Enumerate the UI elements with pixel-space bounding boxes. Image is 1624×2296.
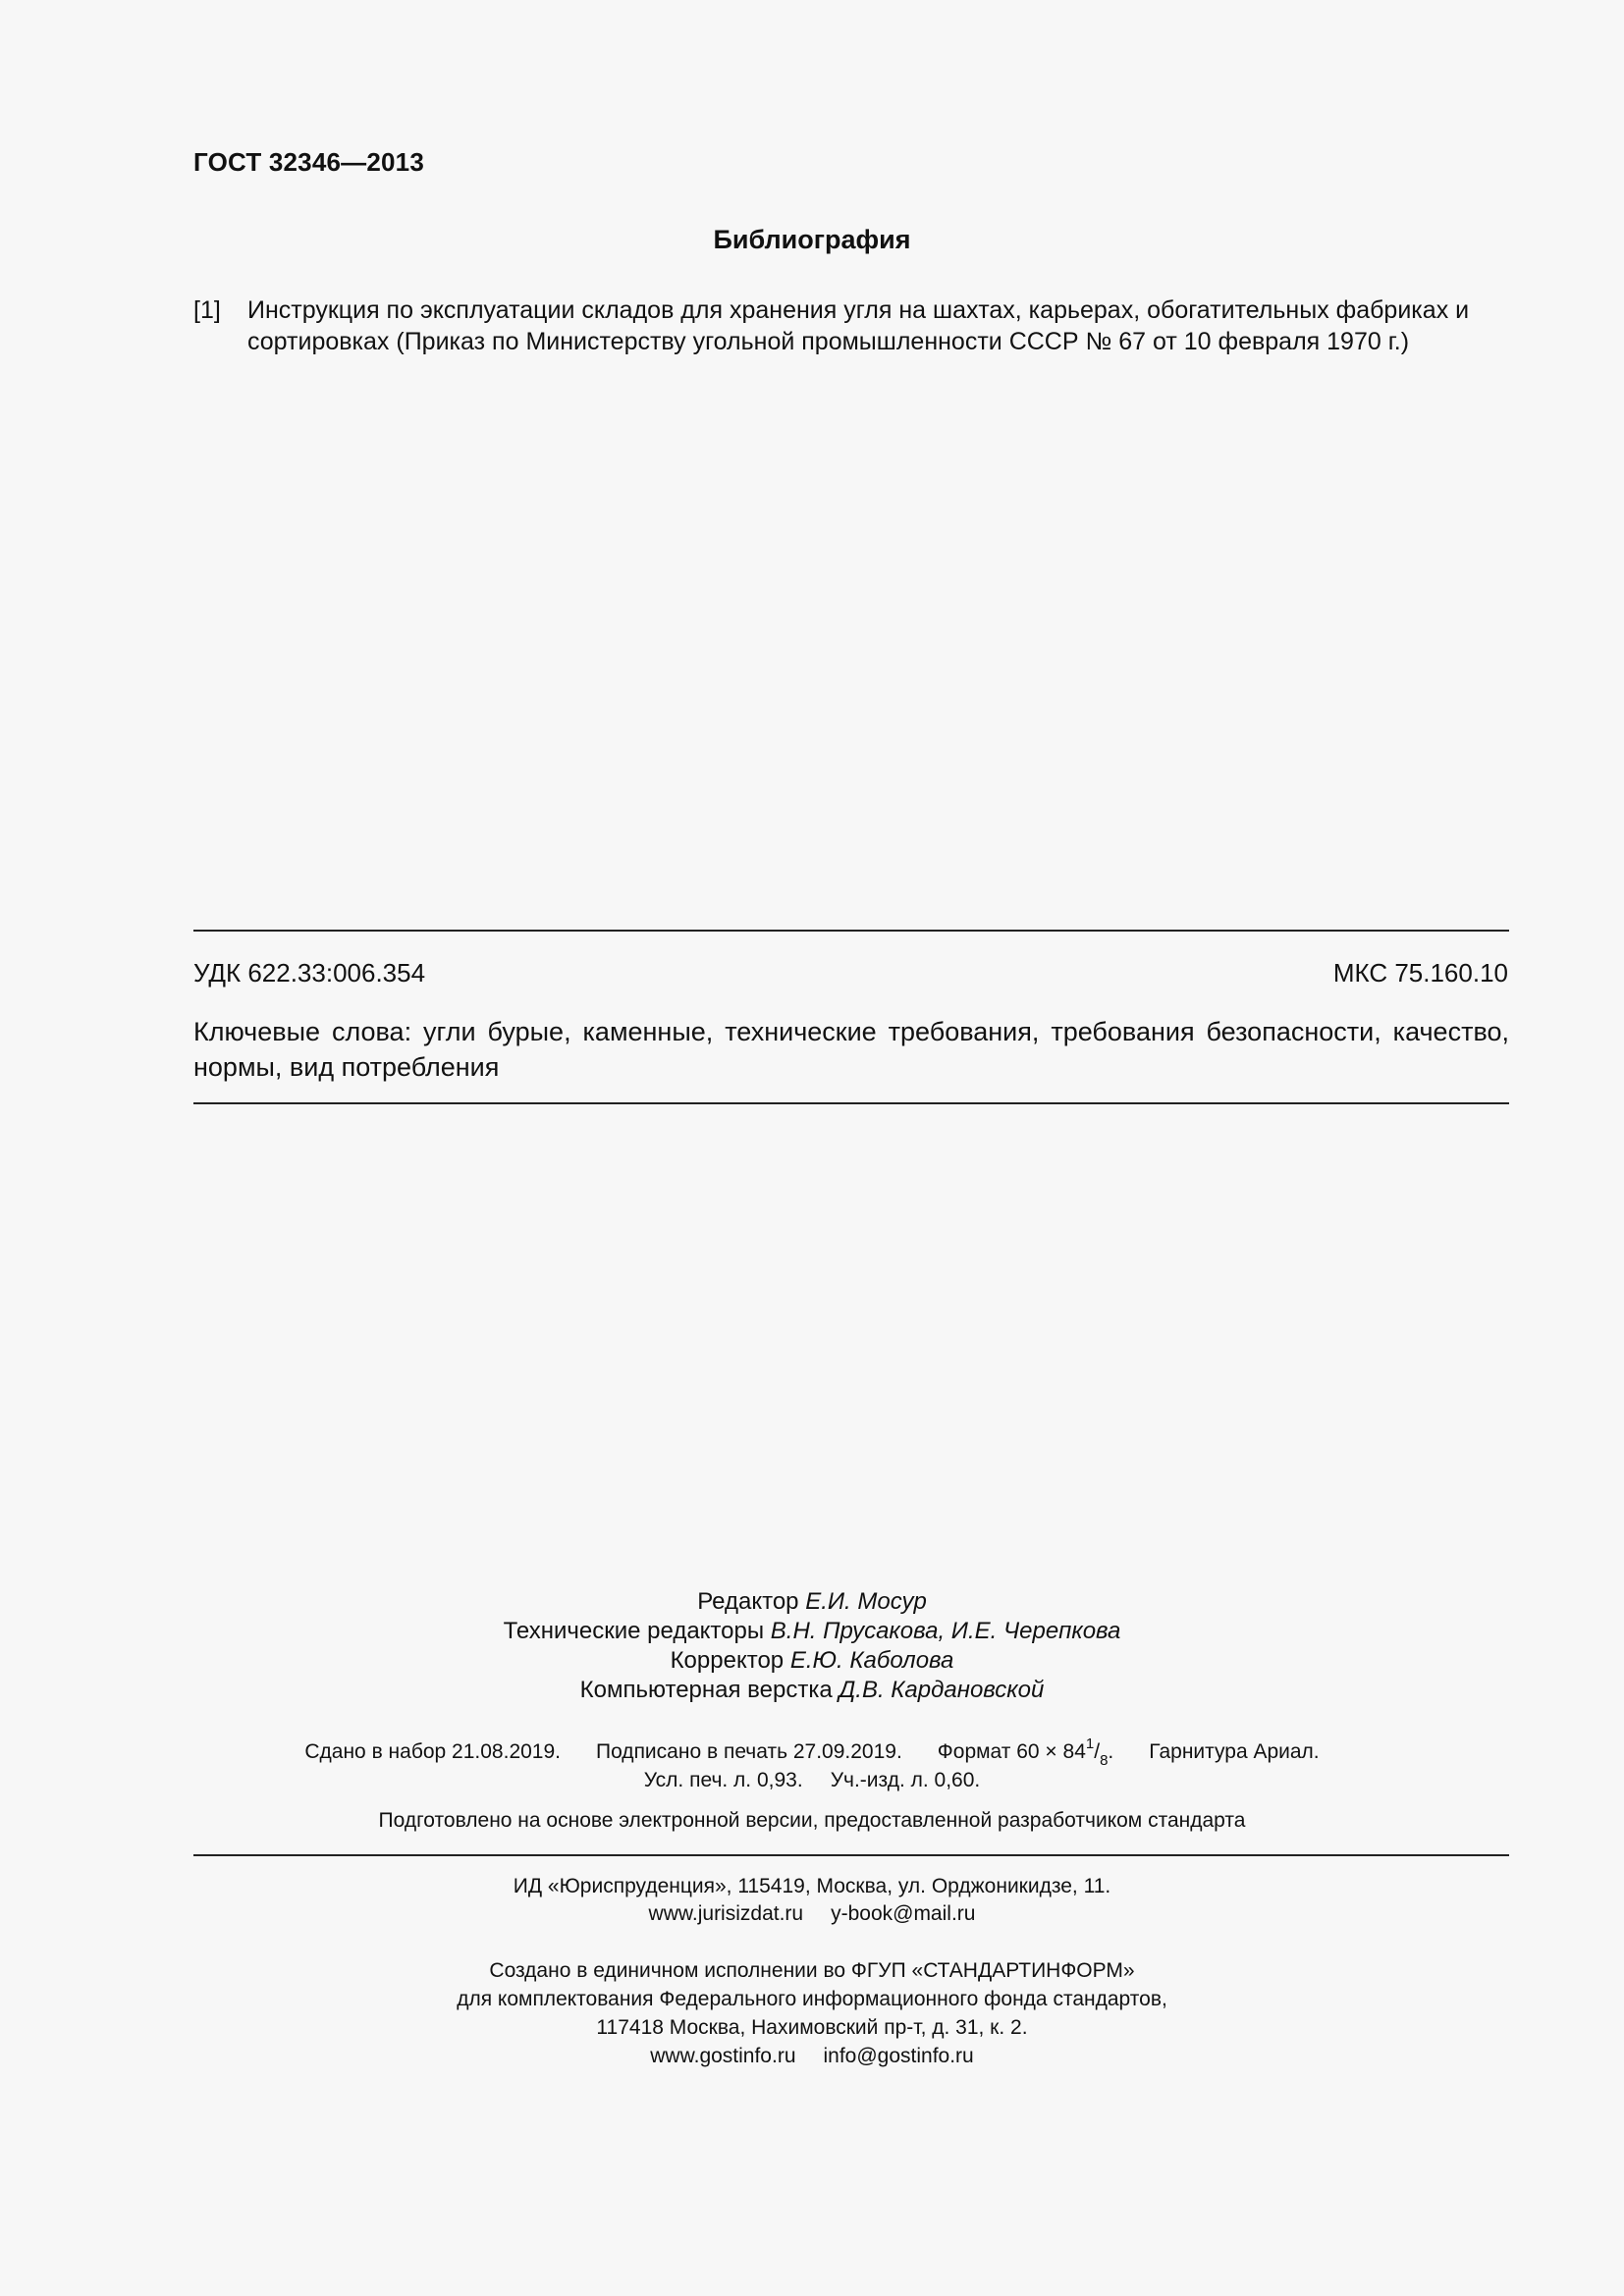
bibliography-title: Библиография — [713, 225, 911, 254]
mks-code: МКС 75.160.10 — [1332, 958, 1508, 988]
standartinform-line1: Создано в единичном исполнении во ФГУП «СТАНДАРТИНФОРМ» — [489, 1959, 1135, 1982]
divider-bottom — [193, 1854, 1509, 1856]
keywords-text: Ключевые слова: угли бурые, каменные, технические требования, требования безопасности, качество, нормы, вид потребления — [193, 1017, 1509, 1082]
standartinform-contacts — [0, 2042, 1624, 2070]
standartinform-line2: для комплектования Федерального информационного фонда стандартов, — [457, 1988, 1167, 2010]
paper-format: Формат $60 \times 84^1/_8$. — [937, 1735, 1114, 1769]
standard-number-header: ГОСТ 32346—2013 — [193, 147, 424, 177]
signed-date: Подписано в печать 27.09.2019. — [596, 1740, 902, 1763]
publisher-email-link[interactable]: y-book@mail.ru — [831, 1902, 976, 1925]
standartinform-line3: 117418 Москва, Нахимовский пр-т, д. 31, к. 2. — [596, 2016, 1028, 2039]
credit-layout-name: Д.В. Кардановской — [839, 1677, 1045, 1703]
udk-code: УДК 622.33:006.354 — [193, 958, 426, 988]
print-sheets: Усл. печ. л. 0,93. — [643, 1769, 803, 1791]
submitted-date: Сдано в набор 21.08.2019. — [304, 1740, 561, 1763]
credit-editor — [0, 1587, 1624, 1617]
publisher-sheets: Уч.-изд. л. 0,60. — [830, 1769, 981, 1791]
divider-top — [193, 930, 1509, 932]
prepared-note: Подготовлено на основе электронной версии, предоставленной разработчиком стандарта — [378, 1809, 1246, 1832]
credit-corrector — [0, 1646, 1624, 1676]
credit-tech-editors — [0, 1617, 1624, 1646]
typeface: Гарнитура Ариал. — [1149, 1740, 1320, 1763]
credit-tech-editors-names: В.Н. Прусакова, И.Е. Черепкова — [770, 1618, 1121, 1644]
divider-keywords — [193, 1102, 1509, 1104]
printing-details-line2 — [0, 1766, 1624, 1794]
gostinfo-site-link[interactable]: www.gostinfo.ru — [650, 2045, 796, 2067]
credit-editor-name: Е.И. Мосур — [805, 1588, 927, 1615]
credits-block — [0, 1587, 1624, 1705]
credit-corrector-name: Е.Ю. Каболова — [789, 1647, 954, 1674]
credit-layout — [0, 1676, 1624, 1705]
printing-details-line1 — [0, 1735, 1624, 1769]
bibliography-item-text: Инструкция по эксплуатации складов для хранения угля на шахтах, карьерах, обогатительных фабриках и сортировках (Приказ по Министерству угольной промышленности СССР № 67 от 10 февраля 1970 г.) — [247, 296, 1470, 355]
credit-editor-label: Редактор — [697, 1588, 799, 1615]
publisher-site-link[interactable]: www.jurisizdat.ru — [648, 1902, 804, 1925]
publisher-address: ИД «Юриспруденция», 115419, Москва, ул. Орджоникидзе, 11. — [513, 1875, 1111, 1897]
credit-layout-label: Компьютерная верстка — [579, 1677, 833, 1703]
publisher-contacts — [0, 1899, 1624, 1928]
bibliography-item-number: [1] — [193, 296, 221, 324]
gostinfo-email-link[interactable]: info@gostinfo.ru — [823, 2045, 974, 2067]
credit-tech-editors-label: Технические редакторы — [503, 1618, 765, 1644]
credit-corrector-label: Корректор — [670, 1647, 785, 1674]
